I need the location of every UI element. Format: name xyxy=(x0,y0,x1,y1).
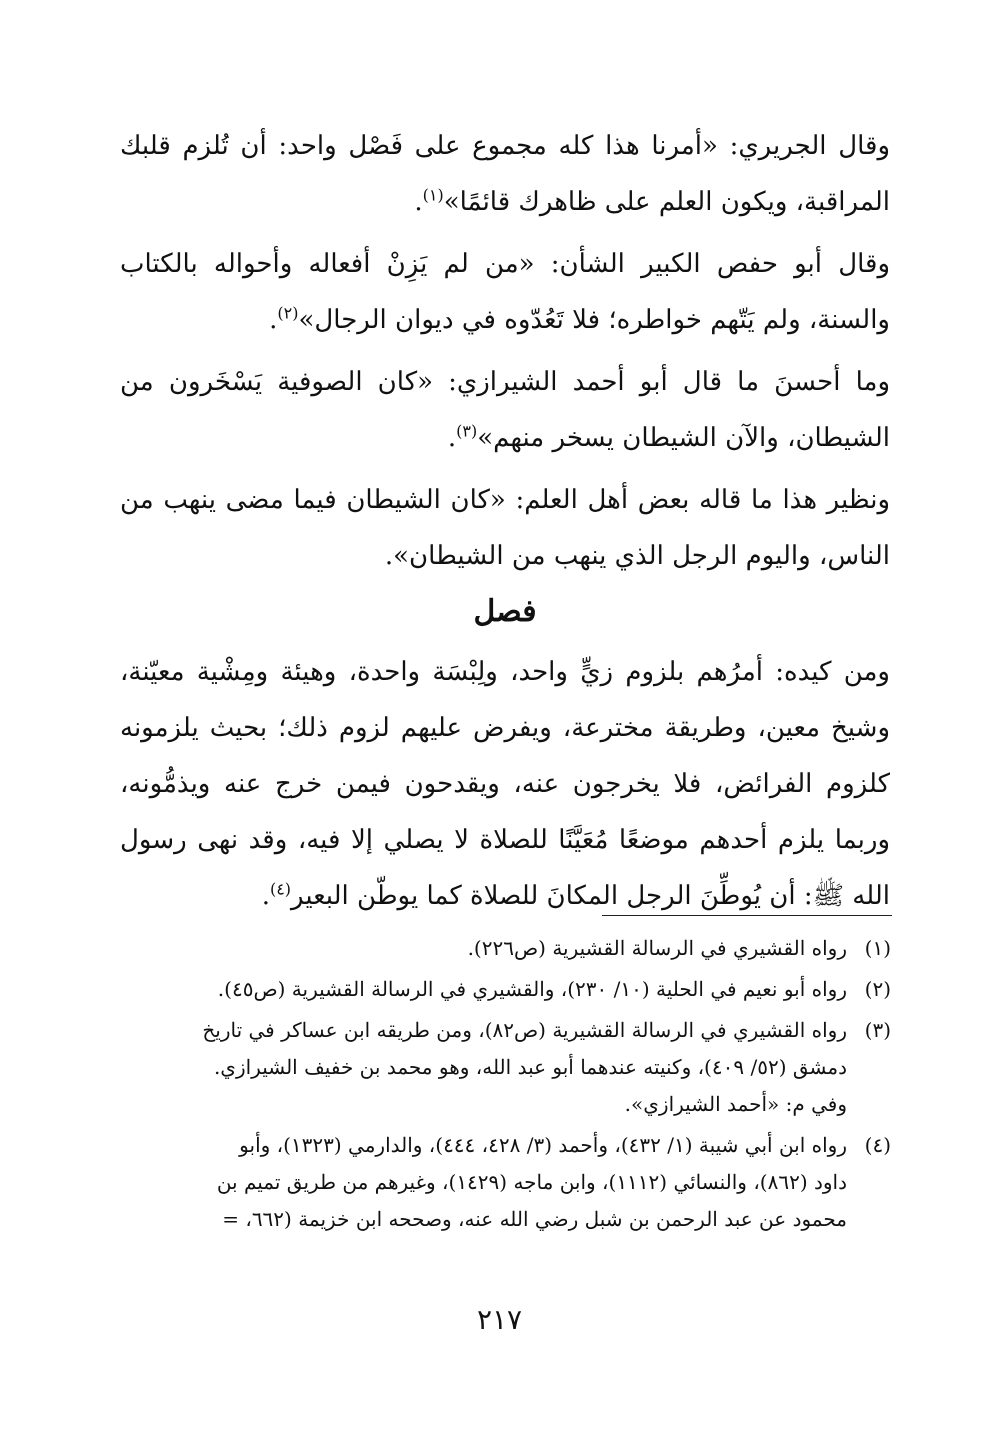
footnote-line: رواه القشيري في الرسالة القشيرية (ص٨٢)، ومن طريقه ابن عساكر في تاريخ xyxy=(202,1018,847,1042)
footnote-number: (٣) xyxy=(864,1018,891,1042)
section-heading: فصل xyxy=(473,594,537,629)
footnote xyxy=(118,1127,891,1238)
paragraph-section: ومن كيده: أمرُهم بلزوم زيٍّ واحد، ولِبْسَة واحدة، وهيئة ومِشْية معيّنة، وشيخ معين، وطريقة مخترعة، ويفرض عليهم لزوم ذلك؛ بحيث يلزمونه كلزوم الفرائض، فلا يخرجون عنه، ويقدحون فيمن خرج عنه ويذمُّونه، وربما يلزم أحدهم موضعًا مُعَيَّنًا للصلاة لا يصلي إلا فيه، وقد نهى رسول الله ﷺ: أن يُوطِّنَ الرجل المكانَ للصلاة كما يوطّن البعير$^{(٤)}$. xyxy=(120,657,890,911)
footnote-line: رواه ابن أبي شيبة (١/ ٤٣٢)، وأحمد (٣/ ٤٢٨، ٤٤٤)، والدارمي (١٣٢٣)، وأبو xyxy=(239,1133,847,1157)
footnote-ref: (٣) xyxy=(456,421,478,441)
main-text xyxy=(120,118,890,930)
footnote-line: داود (٨٦٢)، والنسائي (١١١٢)، وابن ماجه (١٤٢٩)، وغيرهم من طريق تميم بن xyxy=(216,1170,847,1194)
footnote-line: وفي م: «أحمد الشيرازي». xyxy=(624,1092,847,1116)
paragraph-scholar-saying: ونظير هذا ما قاله بعض أهل العلم: «كان الشيطان فيما مضى ينهب من الناس، واليوم الرجل الذي ينهب من الشيطان». xyxy=(120,485,890,571)
footnote-line: دمشق (٥٢/ ٤٠٩)، وكنيته عندهما أبو عبد الله، وهو محمد بن خفيف الشيرازي. xyxy=(213,1055,847,1079)
paragraph-shirazi: وما أحسنَ ما قال أبو أحمد الشيرازي: «كان الصوفية يَسْخَرون من الشيطان، والآن الشيطان يسخر منهم»$^{(٣)}$. xyxy=(120,367,890,453)
footnote-ref: (٢) xyxy=(277,303,299,323)
footnote xyxy=(118,1012,891,1123)
footnote-number: (٤) xyxy=(864,1133,891,1157)
paragraph-abu-hafs: وقال أبو حفص الكبير الشأن: «من لم يَزِنْ أفعاله وأحواله بالكتاب والسنة، ولم يَتّهم خواطره؛ فلا تَعُدّوه في ديوان الرجال»$^{(٢)}$. xyxy=(120,249,890,335)
footnote-number: (٢) xyxy=(864,977,891,1001)
footnote-line: محمود عن عبد الرحمن بن شبل رضي الله عنه، وصححه ابن خزيمة (٦٦٢، = xyxy=(222,1207,847,1231)
footnote-separator xyxy=(602,915,892,916)
footnote xyxy=(118,971,891,1008)
footnote-number: (١) xyxy=(864,936,891,960)
paragraph-jariri: وقال الجريري: «أمرنا هذا كله مجموع على فَصْل واحد: أن تُلزم قلبك المراقبة، ويكون العلم على ظاهرك قائمًا»$^{(١)}$. xyxy=(120,131,890,217)
footnote-ref: (٤) xyxy=(269,879,292,899)
footnote xyxy=(118,930,891,967)
footnote-line: رواه أبو نعيم في الحلية (١٠/ ٢٣٠)، والقشيري في الرسالة القشيرية (ص٤٥). xyxy=(217,977,847,1001)
footnotes xyxy=(118,930,891,1242)
footnote-line: رواه القشيري في الرسالة القشيرية (ص٢٢٦). xyxy=(467,936,847,960)
page-number: ٢١٧ xyxy=(476,1303,523,1336)
footnote-ref: (١) xyxy=(422,185,444,205)
